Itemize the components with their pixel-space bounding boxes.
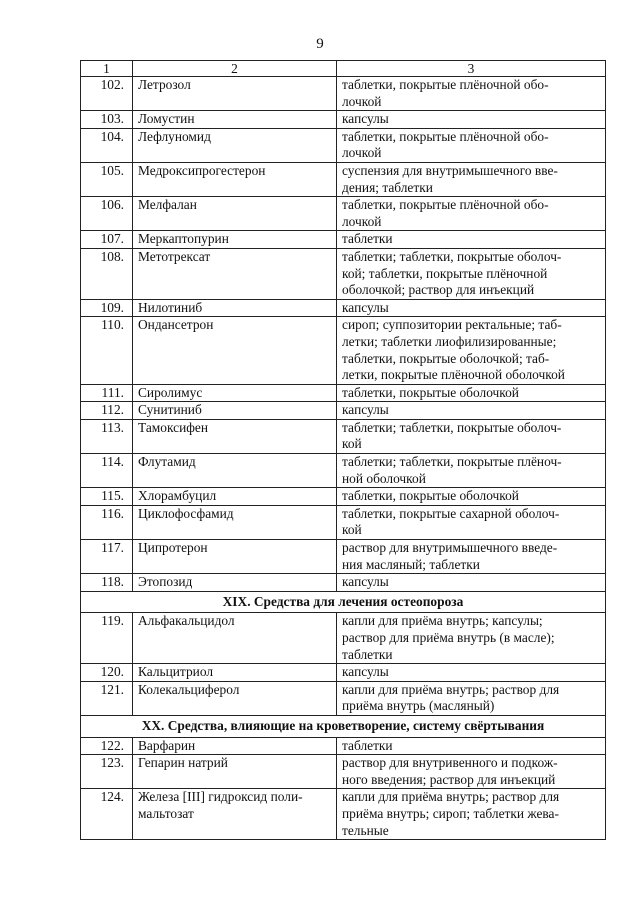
drug-name: Кальцитриол [133,664,337,682]
section-title: XX. Средства, влияющие на кроветворение, систему свёртывания [81,715,606,737]
table-header-row [81,61,606,77]
table-row [81,231,606,249]
row-number: 111. [81,384,133,402]
drug-name: Ломустин [133,111,337,129]
dosage-form-line: таблетки, покрытые оболочкой [342,384,519,400]
column-header: 3 [337,61,606,77]
page-number: 9 [316,36,324,52]
dosage-form-line: кой [342,522,362,538]
dosage-form-line: капли для приёма внутрь; раствор для [342,789,560,805]
dosage-form [337,111,606,129]
row-number: 102. [81,77,133,111]
dosage-form-line: раствор для внутривенного и подкож- [342,755,558,771]
table-row [81,454,606,488]
drug-table [80,60,606,840]
row-number: 119. [81,613,133,664]
dosage-form-line: приёма внутрь; сироп; таблетки жева- [342,805,559,821]
row-number: 109. [81,299,133,317]
row-number: 120. [81,664,133,682]
table-row [81,248,606,299]
table-row [81,419,606,453]
drug-name: Нилотиниб [133,299,337,317]
table-row [81,299,606,317]
dosage-form-line: летки, покрытые плёночной оболочкой [342,367,565,383]
column-header: 2 [133,61,337,77]
dosage-form-line: таблетки, покрытые оболочкой; таб- [342,350,550,366]
dosage-form [337,419,606,453]
dosage-form [337,317,606,384]
dosage-form-line: лочкой [342,145,382,161]
table-row [81,737,606,755]
dosage-form-line: таблетки [342,737,393,753]
drug-name: Колекальциферол [133,681,337,715]
row-number: 110. [81,317,133,384]
table-row [81,755,606,789]
dosage-form [337,248,606,299]
dosage-form-line: ния масляный; таблетки [342,556,480,572]
dosage-form [337,488,606,506]
dosage-form-line: таблетки, покрытые плёночной обо- [342,77,549,92]
dosage-form-line: капли для приёма внутрь; капсулы; [342,613,543,629]
dosage-form [337,681,606,715]
drug-name: Циклофосфамид [133,505,337,539]
drug-name: Сунитиниб [133,402,337,420]
table-row [81,681,606,715]
drug-name: Этопозид [133,574,337,592]
row-number: 123. [81,755,133,789]
dosage-form [337,197,606,231]
dosage-form-line: кой; таблетки, покрытые плёночной [342,265,548,281]
table-row [81,162,606,196]
dosage-form-line: лочкой [342,213,382,229]
row-number: 104. [81,128,133,162]
row-number: 107. [81,231,133,249]
drug-name: Сиролимус [133,384,337,402]
dosage-form [337,755,606,789]
dosage-form [337,540,606,574]
row-number: 114. [81,454,133,488]
dosage-form-line: оболочкой; раствор для инъекций [342,282,535,298]
table-row [81,402,606,420]
dosage-form-line: таблетки, покрытые оболочкой [342,488,519,504]
row-number: 103. [81,111,133,129]
dosage-form-line: капсулы [342,664,389,680]
dosage-form [337,613,606,664]
table-row [81,574,606,592]
dosage-form-line: капли для приёма внутрь; раствор для [342,681,560,697]
row-number: 112. [81,402,133,420]
dosage-form [337,664,606,682]
row-number: 115. [81,488,133,506]
table-row [81,384,606,402]
dosage-form-line: таблетки; таблетки, покрытые оболоч- [342,248,562,264]
table-row [81,111,606,129]
dosage-form [337,402,606,420]
section-heading-row [81,591,606,613]
dosage-form [337,789,606,840]
drug-name: Ондансетрон [133,317,337,384]
dosage-form-line: таблетки, покрытые плёночной обо- [342,197,549,213]
drug-name: Тамоксифен [133,419,337,453]
dosage-form [337,454,606,488]
row-number: 117. [81,540,133,574]
dosage-form-line: таблетки; таблетки, покрытые оболоч- [342,419,562,435]
drug-name: Гепарин натрий [133,755,337,789]
drug-name: Варфарин [133,737,337,755]
dosage-form-line: капсулы [342,299,389,315]
dosage-form [337,162,606,196]
drug-name: Железа [III] гидроксид поли- мальтозат [133,789,337,840]
dosage-form [337,737,606,755]
dosage-form [337,77,606,111]
dosage-form-line: капсулы [342,402,389,418]
drug-name: Меркаптопурин [133,231,337,249]
row-number: 116. [81,505,133,539]
table-row [81,77,606,111]
dosage-form-line: лочкой [342,93,382,109]
drug-name: Флутамид [133,454,337,488]
drug-name: Хлорамбуцил [133,488,337,506]
dosage-form-line: приёма внутрь (масляный) [342,698,495,714]
dosage-form-line: кой [342,436,362,452]
drug-name: Мелфалан [133,197,337,231]
table-body [81,77,606,840]
dosage-form-line: летки; таблетки лиофилизированные; [342,333,557,349]
row-number: 113. [81,419,133,453]
dosage-form [337,231,606,249]
section-heading-row [81,715,606,737]
table-row [81,505,606,539]
table-row [81,128,606,162]
dosage-form [337,128,606,162]
dosage-form [337,299,606,317]
dosage-form-line: таблетки [342,646,393,662]
table-row [81,789,606,840]
table-row [81,197,606,231]
column-header: 1 [81,61,133,77]
row-number: 108. [81,248,133,299]
drug-name: Лефлуномид [133,128,337,162]
dosage-form-line: таблетки, покрытые сахарной оболоч- [342,505,560,521]
table-row [81,317,606,384]
row-number: 106. [81,197,133,231]
row-number: 118. [81,574,133,592]
drug-name: Летрозол [133,77,337,111]
dosage-form-line: ной оболочкой [342,470,426,486]
table-row [81,540,606,574]
dosage-form-line: таблетки; таблетки, покрытые плёноч- [342,454,562,470]
drug-name: Альфакальцидол [133,613,337,664]
table-row [81,664,606,682]
table-row [81,613,606,664]
table-row [81,488,606,506]
dosage-form-line: дения; таблетки [342,179,433,195]
drug-name: Ципротерон [133,540,337,574]
row-number: 121. [81,681,133,715]
section-title: XIX. Средства для лечения остеопороза [81,591,606,613]
dosage-form-line: суспензия для внутримышечного вве- [342,162,558,178]
dosage-form [337,384,606,402]
drug-name: Метотрексат [133,248,337,299]
dosage-form-line: капсулы [342,111,389,127]
dosage-form [337,574,606,592]
dosage-form-line: раствор для приёма внутрь (в масле); [342,630,555,645]
dosage-form [337,505,606,539]
dosage-form-line: таблетки [342,231,393,247]
row-number: 122. [81,737,133,755]
dosage-form-line: капсулы [342,574,389,590]
row-number: 105. [81,162,133,196]
dosage-form-line: таблетки, покрытые плёночной обо- [342,128,549,144]
dosage-form-line: тельные [342,822,389,838]
dosage-form-line: раствор для внутримышечного введе- [342,540,558,556]
dosage-form-line: сироп; суппозитории ректальные; таб- [342,317,562,333]
dosage-form-line: ного введения; раствор для инъекций [342,771,556,787]
drug-name: Медроксипрогестерон [133,162,337,196]
row-number: 124. [81,789,133,840]
